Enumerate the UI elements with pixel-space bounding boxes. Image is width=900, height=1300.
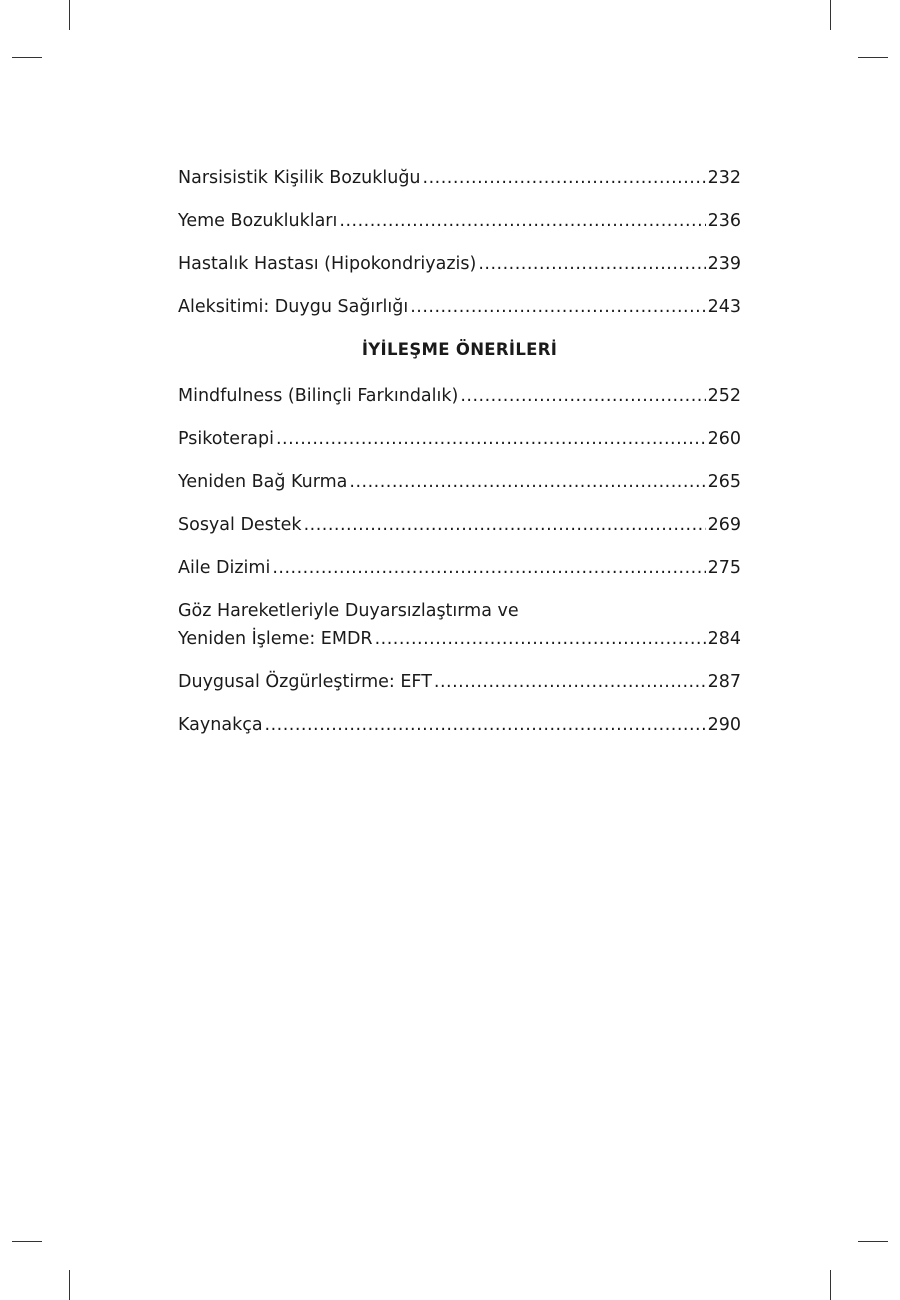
toc-entry-title: Psikoterapi	[178, 429, 274, 449]
toc-entry-yeniden-bag[interactable]	[178, 468, 741, 496]
crop-mark-top-right-vertical	[830, 0, 831, 30]
section-heading: İYİLEŞME ÖNERİLERİ	[361, 340, 558, 359]
crop-mark-top-left-horizontal	[12, 57, 42, 58]
toc-entry-page: 239	[707, 254, 741, 274]
leader-dots	[304, 511, 706, 539]
toc-entry-psikoterapi[interactable]	[178, 425, 741, 453]
toc-entry-title: Sosyal Destek	[178, 515, 302, 535]
toc-entry-aleksitimi[interactable]	[178, 293, 741, 321]
leader-dots	[272, 554, 705, 582]
toc-entry-aile-dizimi[interactable]	[178, 554, 741, 582]
leader-dots	[349, 468, 705, 496]
toc-entry-yeme[interactable]	[178, 207, 741, 235]
toc-entry-page: 284	[707, 629, 741, 649]
toc-entry-title: Duygusal Özgürleştirme: EFT	[178, 672, 432, 692]
toc-entry-eft[interactable]	[178, 668, 741, 696]
toc-entry-mindfulness[interactable]	[178, 382, 741, 410]
leader-dots	[460, 382, 705, 410]
toc-entry-page: 236	[707, 211, 741, 231]
crop-mark-bottom-right-horizontal	[858, 1241, 888, 1242]
crop-mark-bottom-left-vertical	[69, 1270, 70, 1300]
toc-entry-emdr[interactable]	[178, 597, 741, 653]
toc-entry-sosyal-destek[interactable]	[178, 511, 741, 539]
toc-entry-line2	[178, 625, 741, 653]
toc-entry-page: 275	[707, 558, 741, 578]
toc-entry-title: Aile Dizimi	[178, 558, 271, 578]
toc-entry-title: Aleksitimi: Duygu Sağırlığı	[178, 297, 409, 317]
toc-entry-page: 290	[707, 715, 741, 735]
toc-entry-narsisistik[interactable]	[178, 164, 741, 192]
crop-mark-bottom-right-vertical	[830, 1270, 831, 1300]
table-of-contents	[178, 164, 741, 754]
toc-entry-title: Yeniden Bağ Kurma	[178, 472, 348, 492]
toc-entry-page: 269	[707, 515, 741, 535]
toc-entry-hastalik[interactable]	[178, 250, 741, 278]
toc-entry-page: 287	[707, 672, 741, 692]
leader-dots	[410, 293, 705, 321]
leader-dots	[375, 625, 706, 653]
leader-dots	[276, 425, 706, 453]
toc-entry-title: Mindfulness (Bilinçli Farkındalık)	[178, 386, 459, 406]
toc-entry-title: Kaynakça	[178, 715, 263, 735]
leader-dots	[423, 164, 706, 192]
toc-entry-page: 265	[707, 472, 741, 492]
toc-entry-page: 252	[707, 386, 741, 406]
toc-entry-title: Narsisistik Kişilik Bozukluğu	[178, 168, 421, 188]
crop-mark-top-left-vertical	[69, 0, 70, 30]
toc-entry-page: 243	[707, 297, 741, 317]
toc-entry-kaynakca[interactable]	[178, 711, 741, 739]
toc-entry-page: 260	[707, 429, 741, 449]
toc-entry-title-line1: Göz Hareketleriyle Duyarsızlaştırma ve	[178, 601, 519, 621]
leader-dots	[478, 250, 705, 278]
leader-dots	[265, 711, 706, 739]
leader-dots	[434, 668, 706, 696]
toc-entry-title: Hastalık Hastası (Hipokondriyazis)	[178, 254, 477, 274]
crop-mark-top-right-horizontal	[858, 57, 888, 58]
toc-entry-page: 232	[707, 168, 741, 188]
crop-mark-bottom-left-horizontal	[12, 1241, 42, 1242]
leader-dots	[339, 207, 705, 235]
toc-entry-title: Yeme Bozuklukları	[178, 211, 338, 231]
toc-entry-title-line2: Yeniden İşleme: EMDR	[178, 629, 373, 649]
